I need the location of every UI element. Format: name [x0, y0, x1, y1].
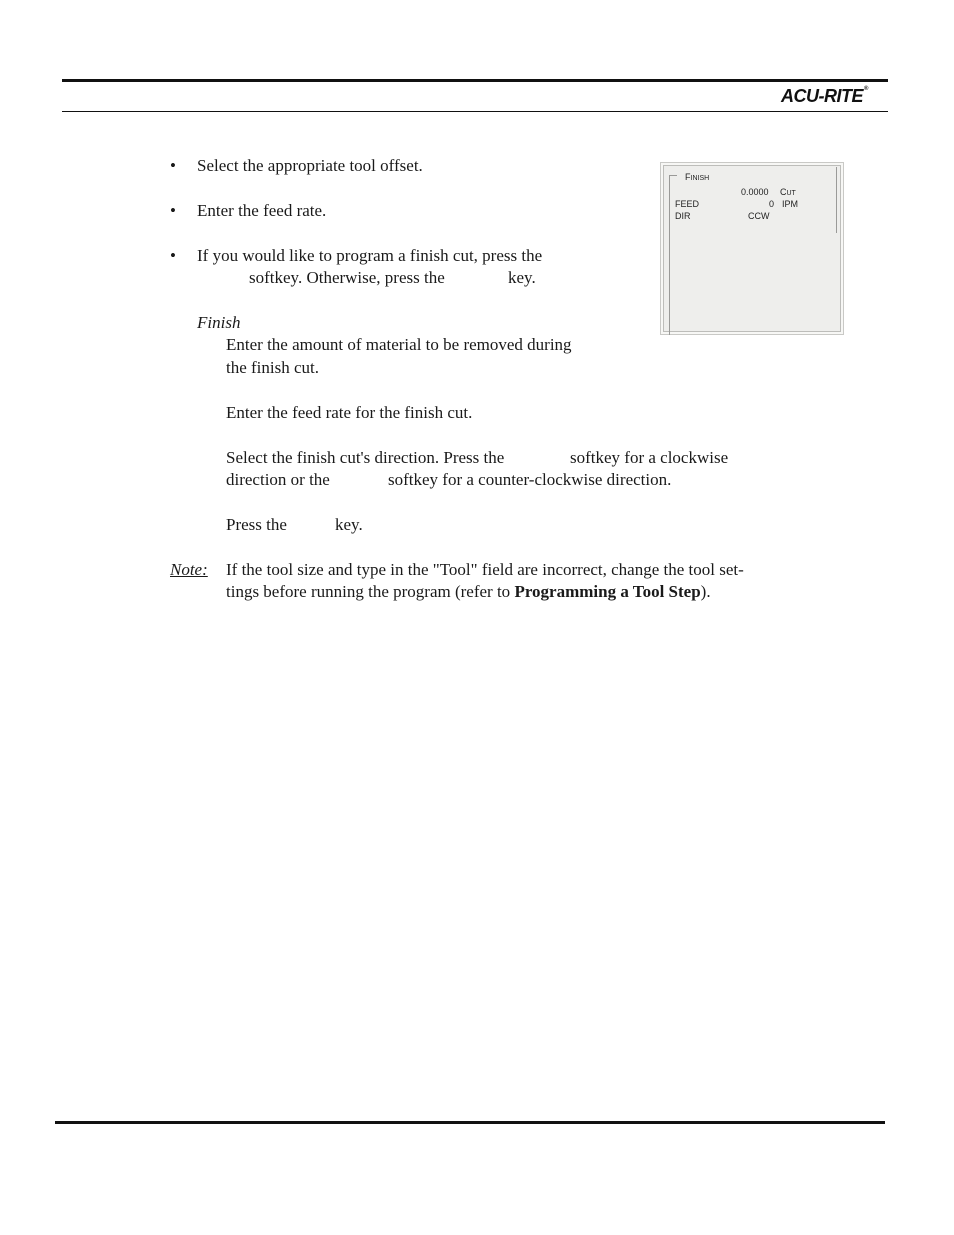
note-line2: tings before running the program (refer to Programming a Tool Step). — [226, 582, 711, 601]
header-rule — [62, 79, 888, 82]
screen-frame — [669, 175, 670, 335]
note-label: Note: — [170, 560, 208, 579]
screen-feed-value: 0 — [769, 199, 775, 209]
bullet-marker: • — [170, 156, 176, 175]
header-thin-rule — [62, 111, 888, 112]
finish-para4b: key. — [335, 515, 363, 534]
screen-frame — [836, 167, 837, 233]
screen-title: FINISH — [685, 172, 710, 182]
screen-feed-unit: IPM — [782, 199, 799, 209]
acu-rite-logo: ACU-RITE® — [781, 86, 868, 106]
bullet-text-tool-offset: Select the appropriate tool offset. — [197, 156, 423, 175]
screen-dir-value: CCW — [748, 211, 770, 221]
bullet-text-finish-line2a: softkey. Otherwise, press the — [249, 268, 445, 287]
bullet-text-finish-line1: If you would like to program a finish cut, press the — [197, 246, 543, 265]
finish-para3-line2b: softkey for a counter-clockwise direction. — [388, 470, 672, 489]
screen-dir-label: DIR — [675, 211, 691, 221]
finish-para4a: Press the — [226, 515, 287, 534]
bullet-marker: • — [170, 246, 176, 265]
screen-feed-label: FEED — [675, 199, 700, 209]
finish-para3-line1b: softkey for a clockwise — [570, 448, 729, 467]
note-line1: If the tool size and type in the "Tool" field are incorrect, change the tool set- — [226, 560, 744, 579]
finish-para3-line2a: direction or the — [226, 470, 330, 489]
finish-para2: Enter the feed rate for the finish cut. — [226, 403, 473, 422]
finish-para3-line1a: Select the finish cut's direction. Press the — [226, 448, 505, 467]
finish-para1-line1: Enter the amount of material to be removed during — [226, 335, 572, 354]
finish-heading: Finish — [197, 313, 241, 332]
screen-cut-unit: CUT — [780, 187, 796, 197]
note-reference: Programming a Tool Step — [514, 582, 701, 601]
bullet-marker: • — [170, 201, 176, 220]
finish-para1-line2: the finish cut. — [226, 358, 320, 377]
screen-cut-value: 0.0000 — [741, 187, 769, 197]
bullet-text-feed-rate: Enter the feed rate. — [197, 201, 327, 220]
screen-frame — [669, 175, 677, 176]
finish-screen-capture — [660, 162, 844, 335]
bullet-text-finish-line2b: key. — [508, 268, 536, 287]
footer-rule — [55, 1121, 885, 1124]
